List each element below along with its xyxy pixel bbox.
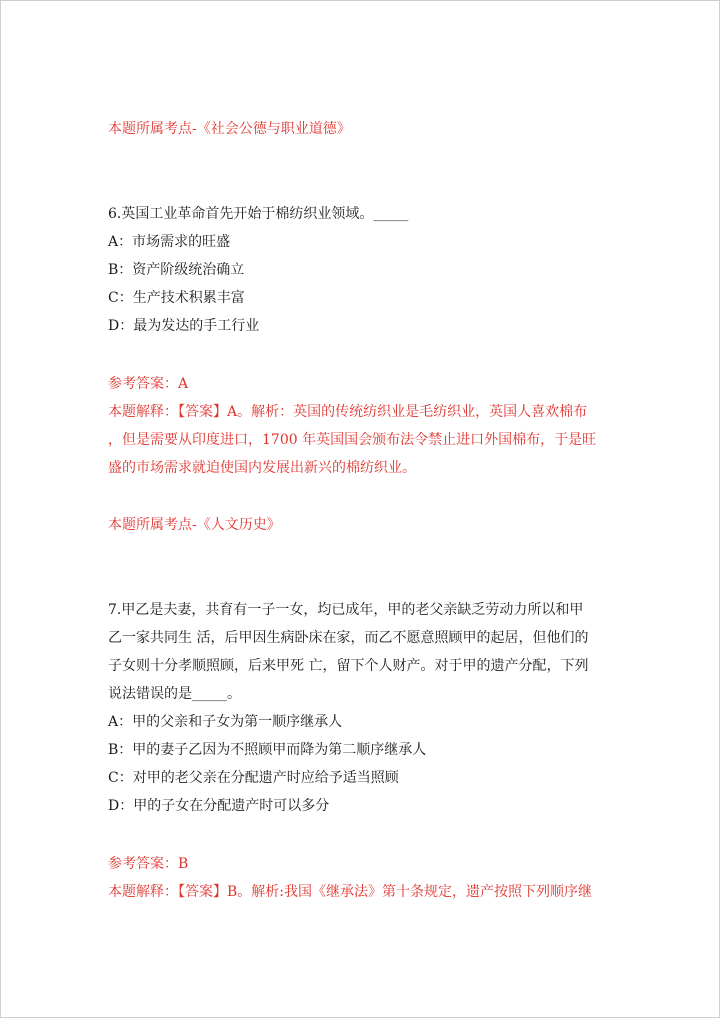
q6-answer: 参考答案：A [108,376,189,392]
q6-option-c: C：生产技术积累丰富 [108,290,245,306]
q7-stem-line-4: 说法错误的是_____。 [108,686,241,702]
q5-topic: 本题所属考点-《社会公德与职业道德》 [108,121,351,137]
q6-stem: 6.英国工业革命首先开始于棉纺织业领域。_____ [108,206,409,222]
q7-stem-line-2: 乙一家共同生 活，后甲因生病卧床在家，而乙不愿意照顾甲的起居，但他们的 [108,630,589,646]
q7-option-a: A：甲的父亲和子女为第一顺序继承人 [108,714,343,730]
q6-option-a: A：市场需求的旺盛 [108,234,231,250]
q6-option-b: B：资产阶级统治确立 [108,262,245,278]
q7-option-b: B：甲的妻子乙因为不照顾甲而降为第二顺序继承人 [108,742,427,758]
q7-explanation-line-1: 本题解释：【答案】B。解析:我国《继承法》第十条规定，遗产按照下列顺序继 [108,884,593,900]
q7-stem-line-3: 子女则十分孝顺照顾，后来甲死 亡，留下个人财产。对于甲的遗产分配，下列 [108,658,589,674]
q7-stem-line-1: 7.甲乙是夫妻，共育有一子一女，均已成年，甲的老父亲缺乏劳动力所以和甲 [108,602,584,618]
q6-explanation-line-1: 本题解释：【答案】A。解析：英国的传统纺织业是毛纺织业，英国人喜欢棉布 [108,404,588,420]
q7-answer: 参考答案：B [108,856,189,872]
q6-explanation-line-3: 盛的市场需求就迫使国内发展出新兴的棉纺织业。 [108,460,416,476]
q6-option-d: D：最为发达的手工行业 [108,318,260,334]
q7-option-d: D：甲的子女在分配遗产时可以多分 [108,798,330,814]
q7-option-c: C：对甲的老父亲在分配遗产时应给予适当照顾 [108,770,399,786]
q6-explanation-line-2: ，但是需要从印度进口，1700 年英国国会颁布法令禁止进口外国棉布，于是旺 [108,432,597,448]
q6-topic: 本题所属考点-《人文历史》 [108,517,281,533]
